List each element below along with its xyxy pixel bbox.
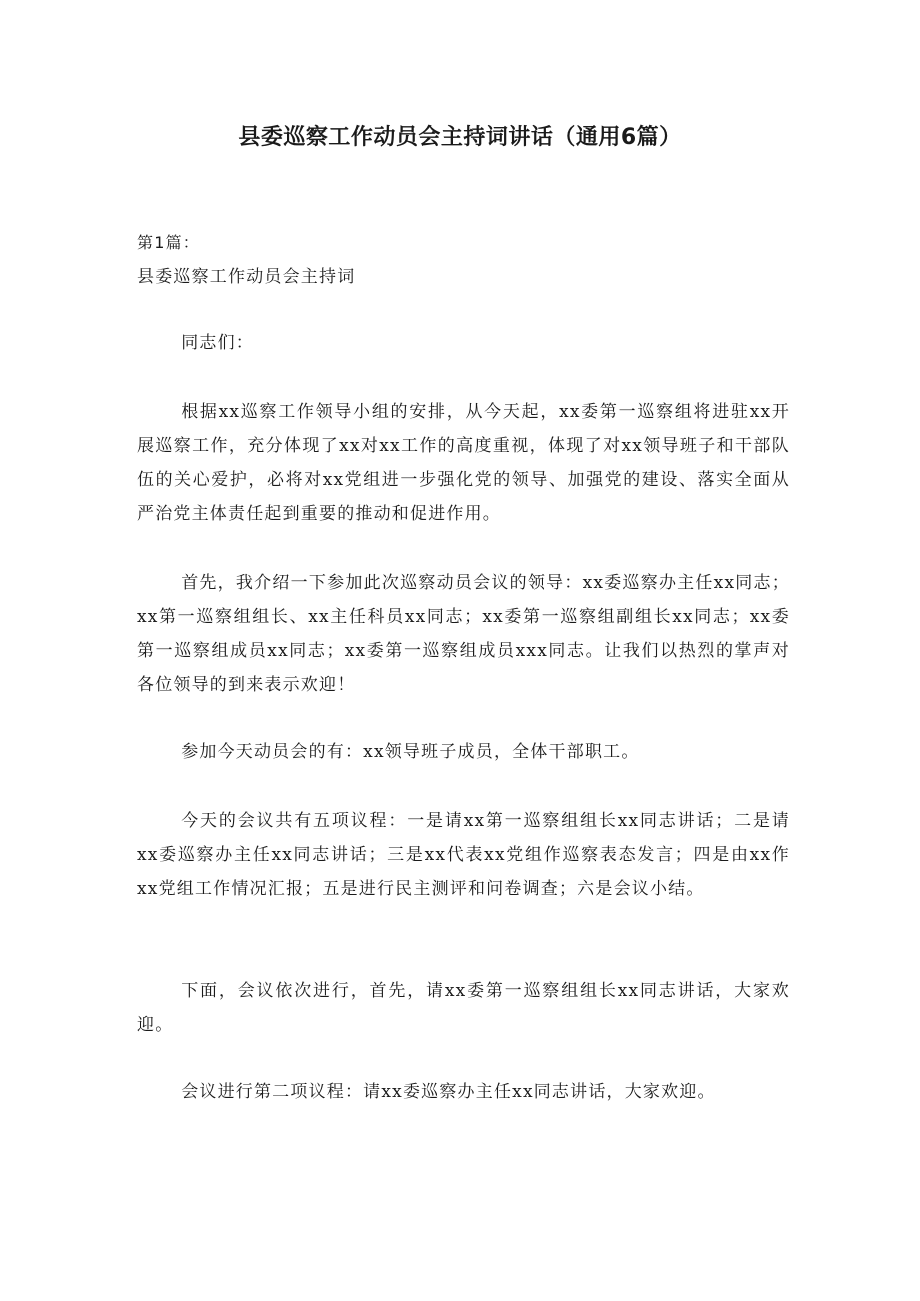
paragraph-5: 下面，会议依次进行，首先，请xx委第一巡察组组长xx同志讲话，大家欢迎。 [137,981,790,1035]
document-title: 县委巡察工作动员会主持词讲话（通用6篇） [238,125,682,150]
greeting: 同志们： [181,333,254,353]
paragraph-6: 会议进行第二项议程：请xx委巡察办主任xx同志讲话，大家欢迎。 [181,1082,716,1102]
paragraph-1: 根据xx巡察工作领导小组的安排，从今天起，xx委第一巡察组将进驻xx开展巡察工作，充分体现了xx对xx工作的高度重视，体现了对xx领导班子和干部队伍的关心爱护，必将对xx党组进一步强化党的领导、加强党的建设、落实全面从严治党主体责任起到重要的推动和促进作用。 [137,402,790,524]
chapter-label: 第1篇： [137,233,200,252]
paragraph-2: 首先，我介绍一下参加此次巡察动员会议的领导：xx委巡察办主任xx同志；xx第一巡察组组长、xx主任科员xx同志；xx委第一巡察组副组长xx同志；xx委第一巡察组成员xx同志；xx委第一巡察组成员xxx同志。让我们以热烈的掌声对各位领导的到来表示欢迎！ [137,573,790,695]
paragraph-3: 参加今天动员会的有：xx领导班子成员，全体干部职工。 [181,742,640,762]
section-subtitle: 县委巡察工作动员会主持词 [137,267,356,287]
paragraph-4: 今天的会议共有五项议程：一是请xx第一巡察组组长xx同志讲话；二是请xx委巡察办主任xx同志讲话；三是xx代表xx党组作巡察表态发言；四是由xx作xx党组工作情况汇报；五是进行民主测评和问卷调查；六是会议小结。 [137,811,790,899]
